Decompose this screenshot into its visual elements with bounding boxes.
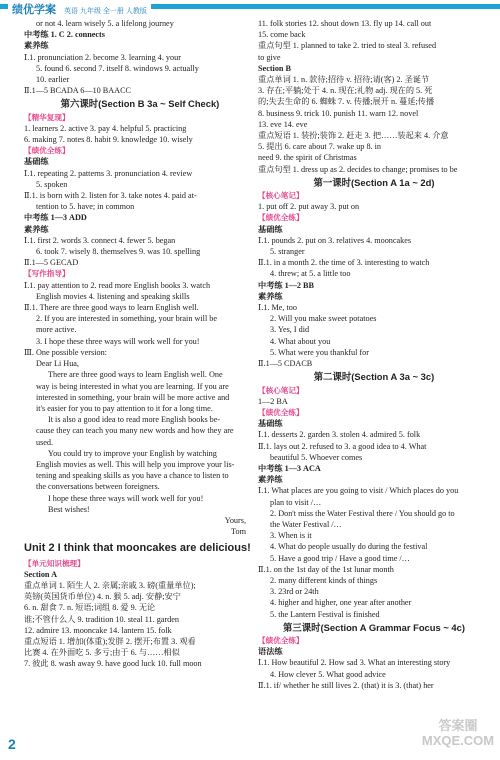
answer-line: 重点单词 1. 陌生人 2. 亲属;亲戚 3. 磅(重量单位);: [24, 580, 196, 590]
answer-line: Ⅲ. One possible version:: [24, 347, 107, 357]
answer-line: 3. Yes, I did: [270, 325, 310, 335]
answer-line: 5. found 6. second 7. itself 8. windows 9. actually: [36, 63, 199, 73]
section-tag: 【核心笔记】: [258, 385, 304, 395]
answer-line: 12. admire 13. mooncake 14. lantern 15. folk: [24, 625, 172, 635]
section-tag: 【单元知识梳理】: [24, 558, 85, 568]
answer-line: 比赛 4. 在外面吃 5. 多亏;由于 6. 与……相似: [24, 648, 180, 658]
answer-line: 重点句型 1. planned to take 2. tried to steal 3. refused: [258, 41, 437, 51]
answer-line: You could try to improve your English by watching: [48, 448, 217, 458]
answer-line: It is also a good idea to read more English books be-: [48, 415, 221, 425]
answer-line: 英镑(英国货币单位) 4. n. 猴 5. adj. 安静;安宁: [24, 592, 181, 602]
watermark-line-2: MXQE.COM: [421, 733, 495, 748]
section-tag: 【绩优全练】: [258, 635, 304, 645]
answer-line: Ⅰ.1. first 2. words 3. connect 4. fewer 5. began: [24, 235, 176, 245]
answer-line: Ⅱ.1. There are three good ways to learn English well.: [24, 303, 199, 313]
watermark-line-1: 答案圈: [438, 718, 478, 733]
answer-line: 2. Don't miss the Water Festival there / You should go to: [270, 508, 455, 518]
answer-line: more active.: [36, 325, 77, 335]
answer-line: 4. What about you: [270, 336, 331, 346]
answer-line: or not 4. learn wisely 5. a lifelong journey: [36, 19, 174, 28]
answer-line: Ⅰ.1. pronunciation 2. become 3. learning 4. your: [24, 52, 181, 62]
answer-line: 重点单词 1. n. 款待;招待 v. 招待;请(客) 2. 圣诞节: [258, 75, 430, 85]
answer-line: 素养练: [24, 41, 49, 51]
answer-line: 7. 彼此 8. wash away 9. have good luck 10. full moon: [24, 659, 202, 669]
answer-line: 重点句型 1. dress up as 2. decides to change; promises to be: [258, 164, 458, 174]
answer-line: 4. higher and higher, one year after another: [270, 598, 412, 608]
answer-line: 11. folk stories 12. shout down 13. fly up 14. call out: [258, 19, 432, 28]
page-number: 2: [8, 736, 16, 752]
section-heading: 第三课时(Section A Grammar Focus ~ 4c): [283, 621, 465, 633]
answer-line: Ⅱ.1—5 GECAD: [24, 258, 79, 268]
answer-line: 中考练 1—2 BB: [258, 280, 314, 290]
answer-line: 1—2 BA: [258, 396, 288, 406]
answer-line: 4. How clever 5. What good advice: [270, 669, 386, 679]
answer-line: Ⅱ.1. on the 1st day of the 1st lunar month: [258, 564, 394, 574]
answer-line: 4. threw; at 5. a little too: [270, 269, 351, 279]
answer-line: 5. stranger: [270, 247, 305, 257]
answer-line: Ⅰ.1. pay attention to 2. read more English books 3. watch: [24, 280, 211, 290]
answer-line: 3. I hope these three ways will work well for you!: [36, 336, 200, 346]
answer-line: Section A: [24, 569, 57, 579]
left-column: [24, 18, 256, 670]
answer-line: 重点短语 1. 装扮;装饰 2. 赶走 3. 把……装起来 4. 介意: [258, 131, 449, 141]
answer-line: it's easier for you to pay attention to it for a long time.: [36, 403, 213, 413]
answer-line: 4. What do people usually do during the festival: [270, 542, 428, 552]
answer-line: Ⅱ.1. lays out 2. refused to 3. a good idea to 4. What: [258, 441, 427, 451]
answer-line: the Water Festival /…: [270, 519, 342, 529]
brand-title: 绩优学案: [12, 4, 56, 16]
answer-line: Ⅰ.1. What places are you going to visit / Which places do you: [258, 486, 459, 496]
section-tag: 【绩优全练】: [258, 213, 304, 223]
answer-line: 基础练: [24, 157, 49, 167]
answer-line: 5. What were you thankful for: [270, 347, 369, 357]
answer-line: 2. many different kinds of things: [270, 575, 378, 585]
answer-line: English movies as well. This will help you improve your lis-: [36, 459, 235, 469]
answer-line: English movies 4. listening and speaking skills: [36, 291, 190, 301]
answer-line: 15. come back: [258, 30, 306, 40]
answer-line: interested in something, your brain will be more active and: [36, 392, 230, 402]
section-heading: 第六课时(Section B 3a ~ Self Check): [60, 98, 220, 110]
answer-line: 中考练 1. C 2. connects: [24, 30, 105, 40]
answer-line: 8. business 9. trick 10. punish 11. warn 12. novel: [258, 108, 419, 118]
answer-line: 基础练: [258, 224, 283, 234]
answer-line: Ⅰ.1. pounds 2. put on 3. relatives 4. mooncakes: [258, 235, 412, 245]
section-heading: 第一课时(Section A 1a ~ 2d): [313, 176, 435, 188]
answer-line: 5. the Lantern Festival is finished: [270, 609, 380, 619]
section-heading: 第二课时(Section A 3a ~ 3c): [313, 371, 435, 383]
answer-line: 10. earlier: [36, 75, 70, 85]
answer-line: the conversations between foreigners.: [36, 482, 160, 492]
answer-line: 的;失去生命的 6. 蜘蛛 7. v. 传播;展开 n. 蔓延;传播: [258, 97, 435, 107]
answer-line: 中考练 1—3 ADD: [24, 213, 87, 223]
section-tag: 【核心笔记】: [258, 191, 304, 201]
answer-line: I hope these three ways will work well for you!: [48, 493, 204, 503]
answer-line: plan to visit /…: [270, 497, 322, 507]
answer-line: There are three good ways to learn English well. One: [48, 370, 223, 380]
answer-line: 2. If you are interested in something, your brain will be: [36, 314, 217, 324]
answer-line: tening and speaking skills as you have a chance to listen to: [36, 471, 229, 481]
answer-line: 6. n. 甜食 7. n. 短语;词组 8. 爱 9. 无论: [24, 603, 156, 613]
section-tag: 【写作指导】: [24, 269, 70, 279]
answer-line: 2. Will you make sweet potatoes: [270, 314, 377, 324]
answer-line: Ⅱ.1—5 CDACB: [258, 359, 313, 369]
answer-line: 中考练 1—3 ACA: [258, 463, 321, 473]
section-tag: 【精华复现】: [24, 112, 70, 122]
answer-line: Ⅱ.1—5 BCADA 6—10 BAACC: [24, 86, 132, 96]
answer-line: cause they can teach you many new words and how they are: [36, 426, 234, 436]
answer-line: 重点短语 1. 增加(体重);发胖 2. 摆开;布置 3. 观看: [24, 636, 196, 646]
answer-line: Best wishes!: [48, 504, 90, 514]
answer-line: 素养练: [258, 475, 283, 485]
answer-line: Ⅰ.1. repeating 2. patterns 3. pronunciation 4. review: [24, 168, 193, 178]
answer-line: 谁;不管什么人 9. tradition 10. steal 11. garden: [24, 614, 180, 624]
answer-line: 5. spoken: [36, 179, 68, 189]
answer-line: to give: [258, 52, 281, 62]
answer-line: 1. put off 2. put away 3. put on: [258, 202, 360, 212]
answer-line: 素养练: [24, 224, 49, 234]
answer-line: beautiful 5. Whoever comes: [270, 452, 363, 462]
section-tag: 【绩优全练】: [258, 407, 304, 417]
section-tag: 【绩优全练】: [24, 146, 70, 156]
answer-line: 语法练: [258, 647, 283, 657]
answer-line: 1. learners 2. active 3. pay 4. helpful 5. practicing: [24, 123, 187, 133]
answer-line: tention to 5. have; in common: [36, 202, 135, 212]
answer-line: Tom: [231, 527, 246, 537]
answer-line: 5. Have a good trip / Have a good time /…: [270, 553, 410, 563]
answer-line: Ⅰ.1. Me, too: [258, 303, 297, 313]
answer-line: need 9. the spirit of Christmas: [258, 153, 357, 163]
answer-line: Ⅱ.1. in a month 2. the time of 3. interesting to watch: [258, 258, 430, 268]
answer-line: 3. 23rd or 24th: [270, 587, 319, 597]
answer-line: Section B: [258, 63, 291, 73]
header-subtitle: 英语 九年级 全一册 人教版: [64, 8, 147, 15]
right-column: [258, 18, 490, 691]
watermark-logo: [418, 718, 498, 758]
answer-line: 3. 存在;平躺;处于 4. n. 现在;礼物 adj. 现在的 5. 死: [258, 86, 433, 96]
header-tab: [8, 0, 151, 18]
answer-line: way is being interested in what you are learning. If you are: [36, 381, 229, 391]
answer-line: used.: [36, 437, 54, 447]
answer-line: Dear Li Hua,: [36, 359, 79, 369]
answer-line: Ⅱ.1. is born with 2. listen for 3. take notes 4. paid at-: [24, 191, 197, 201]
section-heading: Unit 2 I think that mooncakes are delicious!: [24, 543, 251, 555]
answer-line: 6. took 7. wisely 8. themselves 9. was 10. spelling: [36, 247, 201, 257]
answer-line: 6. making 7. notes 8. habit 9. knowledge 10. wisely: [24, 135, 193, 145]
answer-line: 13. eve 14. eve: [258, 119, 308, 129]
answer-line: 5. 提出 6. care about 7. wake up 8. in: [258, 142, 382, 152]
answer-line: Ⅰ.1. How beautiful 2. How sad 3. What an interesting story: [258, 658, 451, 668]
answer-line: Ⅰ.1. desserts 2. garden 3. stolen 4. admired 5. folk: [258, 430, 421, 440]
answer-line: 素养练: [258, 291, 283, 301]
answer-line: Ⅱ.1. if/ whether he still lives 2. (that) it is 3. (that) her: [258, 680, 434, 690]
answer-line: Yours,: [224, 515, 246, 525]
answer-line: 基础练: [258, 419, 283, 429]
answer-line: 3. When is it: [270, 531, 312, 541]
